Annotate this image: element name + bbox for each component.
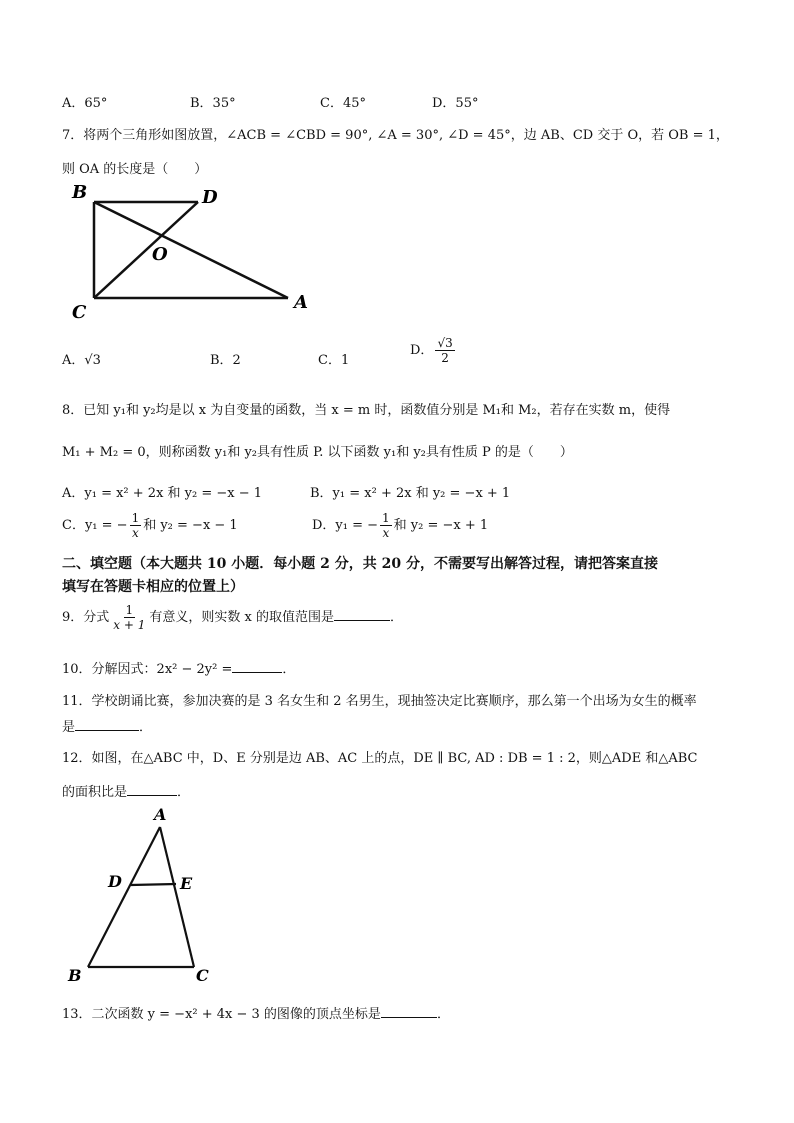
q8-option-d-suffix: 和 y₂ = −x + 1 (393, 518, 489, 533)
q10-text: 10．分解因式：2x² − 2y² = (62, 662, 233, 677)
q8-option-c-fraction (130, 512, 142, 539)
fraction-denominator: x (131, 526, 139, 540)
answer-blank[interactable] (75, 717, 139, 731)
q7-stem-line1: 7．将两个三角形如图放置，∠ACB = ∠CBD = 90°, ∠A = 30°, ∠D = 45°，边 AB、CD 交于 O，若 OB = 1， (62, 128, 729, 143)
fraction-numerator: 1 (382, 511, 390, 525)
answer-blank[interactable] (232, 659, 282, 673)
q7-option-d-prefix: D． (410, 343, 434, 358)
q8-option-c-suffix: 和 y₂ = −x − 1 (143, 518, 238, 533)
q12-stem-line2 (62, 781, 190, 800)
section-heading-line1: 二、填空题（本大题共 10 小题．每小题 2 分，共 20 分，不需要写出解答过程，请把答案直接 (62, 556, 658, 572)
label-o: O (152, 244, 168, 265)
q7-option-d (410, 337, 457, 364)
answer-blank[interactable] (127, 782, 177, 796)
q6-option-b: B．35° (190, 96, 236, 111)
q8-stem-line2: M₁ + M₂ = 0，则称函数 y₁和 y₂具有性质 P. 以下函数 y₁和 y₂具有性质 P 的是（ ） (62, 445, 573, 460)
q11-line2-text: 是 (62, 720, 76, 735)
q8-option-c (62, 512, 238, 539)
segment-ac (160, 827, 194, 967)
segment-cd (94, 202, 198, 298)
q11-end: ． (139, 720, 153, 735)
q9-fraction (111, 604, 147, 631)
segment-de (131, 884, 176, 885)
q9-end: ． (389, 610, 403, 625)
q13-text: 13．二次函数 y = −x² + 4x − 3 的图像的顶点坐标是 (62, 1007, 381, 1022)
label-c: C (196, 966, 209, 985)
answer-blank[interactable] (334, 607, 390, 621)
q10-stem (62, 658, 295, 677)
segment-ab (88, 827, 160, 967)
q13-end: ． (436, 1007, 450, 1022)
label-a: A (154, 805, 167, 824)
label-c: C (72, 302, 87, 323)
q7-option-b: B．2 (210, 353, 241, 368)
q7-option-a: A．√3 (62, 353, 101, 368)
q9-prefix: 9．分式 (62, 610, 110, 625)
q12-end: ． (177, 785, 191, 800)
fraction-denominator: 2 (441, 351, 449, 365)
q11-stem-line1: 11．学校朗诵比赛，参加决赛的是 3 名女生和 2 名男生，现抽签决定比赛顺序，那么第一个出场为女生的概率 (62, 694, 697, 709)
label-d: D (108, 872, 122, 891)
section-heading-line2: 填写在答题卡相应的位置上） (62, 579, 244, 595)
fraction-denominator: x (382, 526, 390, 540)
label-a: A (294, 292, 308, 313)
q8-option-c-prefix: C．y₁ = − (62, 518, 128, 533)
label-b: B (68, 966, 82, 985)
q12-stem-line1: 12．如图，在△ABC 中，D、E 分别是边 AB、AC 上的点，DE ∥ BC, AD : DB = 1 : 2，则△ADE 和△ABC (62, 751, 698, 766)
fraction-numerator: 1 (131, 511, 140, 525)
segment-ab (94, 202, 288, 298)
q7-stem-line2: 则 OA 的长度是（ ） (62, 162, 208, 177)
q12-line2-text: 的面积比是 (62, 785, 128, 800)
fraction-denominator: x + 1 (113, 618, 146, 632)
answer-blank[interactable] (381, 1004, 437, 1018)
fraction-numerator: 1 (125, 603, 134, 617)
q8-option-b: B．y₁ = x² + 2x 和 y₂ = −x + 1 (310, 486, 511, 501)
q7-option-d-fraction (435, 337, 454, 364)
label-b: B (72, 182, 88, 203)
q8-option-a: A．y₁ = x² + 2x 和 y₂ = −x − 1 (62, 486, 263, 501)
q9-stem (62, 604, 403, 631)
label-e: E (180, 874, 193, 893)
q8-option-d-fraction (380, 512, 392, 539)
q9-suffix: 有意义，则实数 x 的取值范围是 (149, 610, 334, 625)
q13-stem (62, 1003, 450, 1022)
q8-option-d (312, 512, 488, 539)
q12-figure (60, 803, 220, 988)
q7-option-c: C．1 (318, 353, 350, 368)
label-d: D (202, 187, 218, 208)
q8-option-d-prefix: D．y₁ = − (312, 518, 379, 533)
q11-stem-line2 (62, 716, 152, 735)
fraction-numerator: √3 (437, 336, 453, 350)
q10-end: ． (282, 662, 296, 677)
q8-stem-line1: 8．已知 y₁和 y₂均是以 x 为自变量的函数，当 x = m 时，函数值分别是 M₁和 M₂，若存在实数 m，使得 (62, 403, 671, 418)
q6-option-c: C．45° (320, 96, 366, 111)
q6-option-a: A．65° (62, 96, 108, 111)
q6-option-d: D．55° (432, 96, 479, 111)
q7-figure (60, 178, 330, 328)
